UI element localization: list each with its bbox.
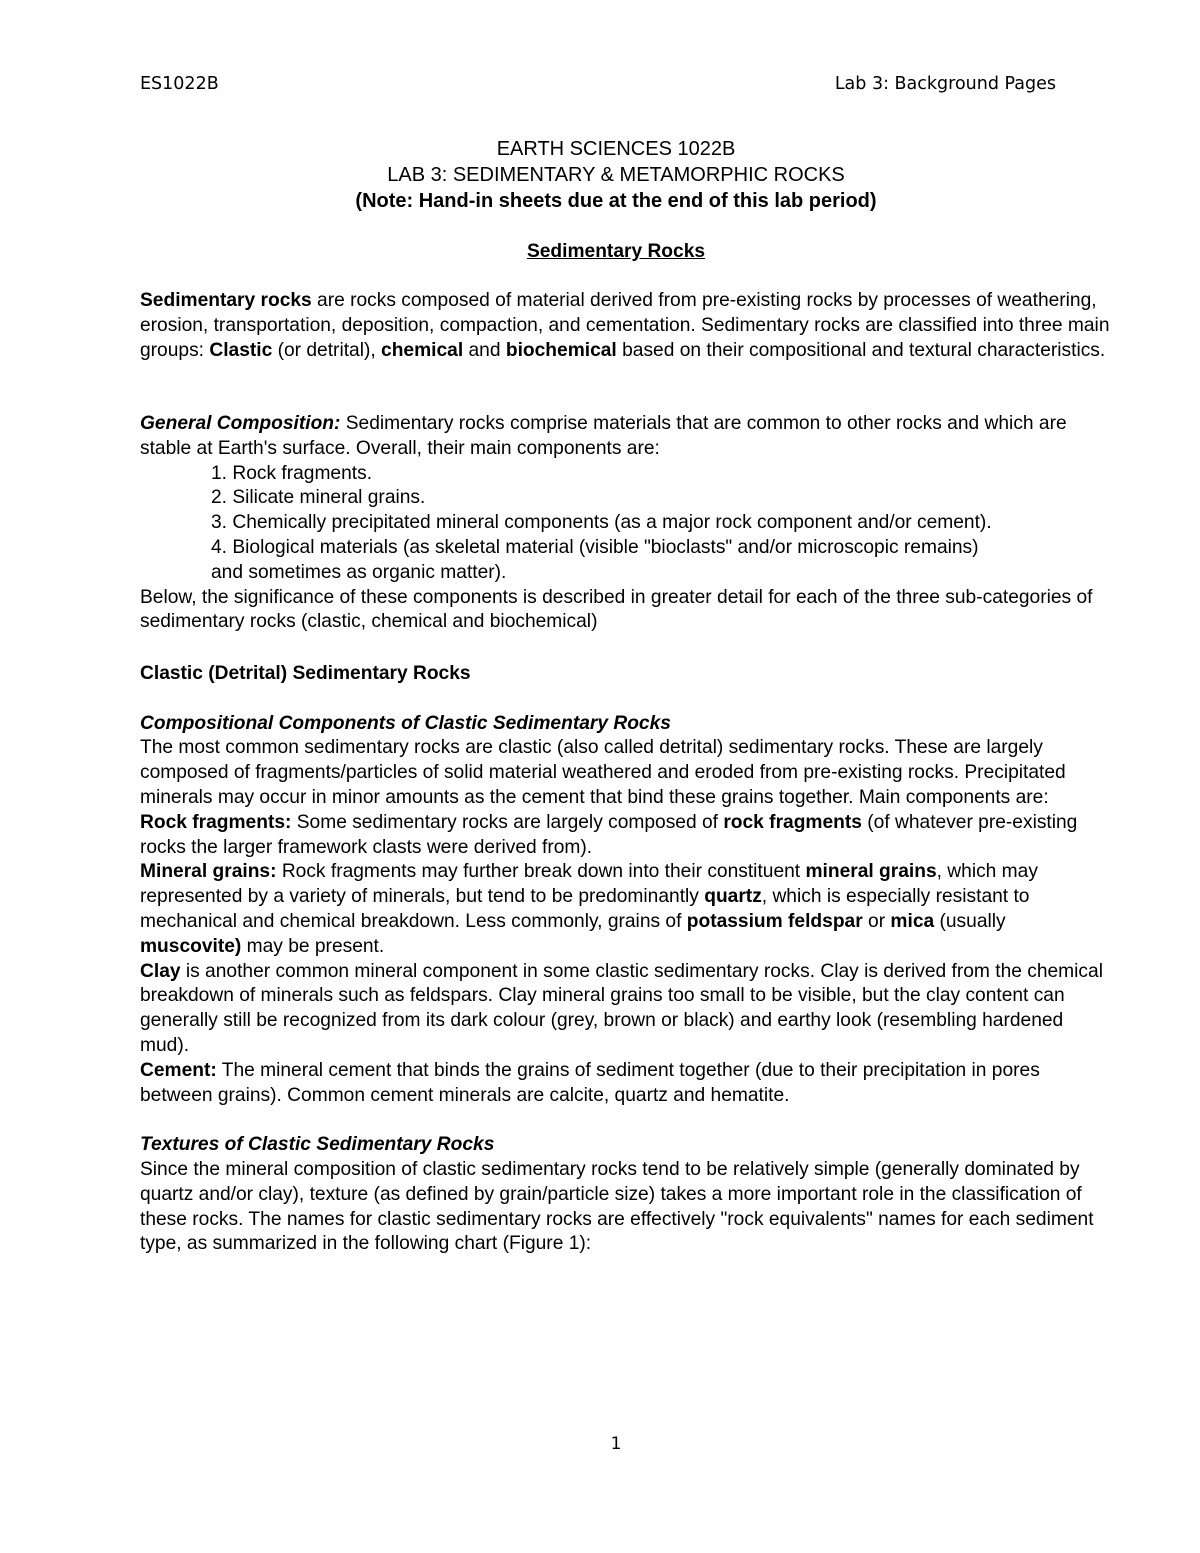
list-item: 3. Chemically precipitated mineral components (as a major rock component and/or cement). — [211, 512, 992, 534]
mineral-text-1: Rock fragments may further break down into their constituent — [276, 861, 806, 883]
comp-heading: Compositional Components of Clastic Sedimentary Rocks — [140, 712, 671, 734]
rock-fragments-bold: rock fragments — [723, 811, 862, 833]
intro-text-4: based on their compositional and textural characteristics. — [616, 339, 1106, 361]
header-course-code: ES1022B — [140, 74, 219, 94]
list-item-continuation: and sometimes as organic matter). — [211, 561, 507, 583]
mineral-bold-3: potassium feldspar — [686, 910, 863, 932]
general-heading: General Composition: — [140, 413, 341, 434]
intro-text-1: are rocks composed of material derived from pre-existing rocks by processes of weathering, erosion, transportation, deposition, compaction, and cementation. Sedimentary rocks are classified into three main groups: — [140, 290, 1110, 361]
intro-text-2: (or detrital), — [272, 339, 382, 361]
cement-text: The mineral cement that binds the grains of sediment together (due to their precipitation in pores between grains). Common cement minerals are calcite, quartz and hematite. — [140, 1059, 1040, 1106]
mineral-bold-1: mineral grains — [805, 861, 937, 883]
page-number: 1 — [610, 1434, 622, 1454]
intro-text-3: and — [463, 339, 506, 361]
mineral-bold-5: muscovite) — [140, 935, 242, 957]
doc-title-line2: LAB 3: SEDIMENTARY & METAMORPHIC ROCKS — [387, 164, 845, 186]
list-item: 4. Biological materials (as skeletal material (visible "bioclasts" and/or microscopic remains) — [211, 536, 979, 558]
clastic-heading: Clastic (Detrital) Sedimentary Rocks — [140, 662, 471, 684]
mineral-bold-4: mica — [890, 910, 935, 932]
list-item: 2. Silicate mineral grains. — [211, 487, 426, 509]
mineral-text-4: or — [862, 910, 891, 932]
general-text: Sedimentary rocks comprise materials that are common to other rocks and which are stable at Earth's surface. Overall, their main components are: — [140, 413, 1067, 459]
list-item: 1. Rock fragments. — [211, 462, 373, 484]
mineral-text-5: (usually — [934, 910, 1006, 932]
general-composition-section — [140, 412, 1110, 1257]
mineral-bold-2: quartz — [704, 886, 762, 908]
mineral-grains-label: Mineral grains: — [140, 861, 277, 883]
rock-fragments-text-2: (of whatever pre-existing rocks the larger framework clasts were derived from). — [140, 811, 1078, 858]
intro-biochemical: biochemical — [505, 339, 617, 361]
intro-clastic: Clastic — [209, 339, 273, 361]
mineral-text-6: may be present. — [241, 935, 385, 957]
header-page-title: Lab 3: Background Pages — [834, 74, 1056, 94]
general-after: Below, the significance of these components is described in greater detail for each of the three sub-categories of sedimentary rocks (clastic, chemical and biochemical) — [140, 586, 1093, 633]
rock-fragments-text-1: Some sedimentary rocks are largely composed of — [291, 811, 724, 833]
textures-text: Since the mineral composition of clastic sedimentary rocks tend to be relatively simple (generally dominated by quartz and/or clay), texture (as defined by grain/particle size) takes a more important role in the classification of these rocks. The names for clastic sedimentary rocks are effectively "rock equivalents" names for each sediment type, as summarized in the following chart (Figure 1): — [140, 1158, 1094, 1255]
comp-text: The most common sedimentary rocks are clastic (also called detrital) sedimentary rocks. These are largely composed of fragments/particles of solid material weathered and eroded from pre-existing rocks. Precipitated minerals may occur in minor amounts as the cement that bind these grains together. Main components are: — [140, 737, 1066, 808]
section-heading — [0, 239, 1200, 265]
intro-term: Sedimentary rocks — [140, 290, 312, 311]
cement-label: Cement: — [140, 1059, 217, 1081]
doc-title-line1: EARTH SCIENCES 1022B — [496, 138, 736, 160]
section-heading-text: Sedimentary Rocks — [526, 241, 706, 262]
rock-fragments-label: Rock fragments: — [140, 811, 292, 833]
intro-paragraph — [140, 289, 1110, 363]
textures-heading: Textures of Clastic Sedimentary Rocks — [140, 1134, 495, 1156]
intro-chemical: chemical — [381, 339, 464, 361]
mineral-text-2: , which may represented by a variety of minerals, but tend to be predominantly — [140, 861, 1038, 908]
clay-text: is another common mineral component in some clastic sedimentary rocks. Clay is derived from the chemical breakdown of minerals such as feldspars. Clay mineral grains too small to be visible, but the clay content can generally still be recognized from its dark colour (grey, brown or black) and earthy look (resembling hardened mud). — [140, 960, 1103, 1056]
mineral-text-3: , which is especially resistant to mechanical and chemical breakdown. Less commonly, grains of — [140, 886, 1030, 932]
doc-note: (Note: Hand-in sheets due at the end of this lab period) — [355, 190, 877, 212]
clay-label: Clay — [140, 960, 181, 982]
